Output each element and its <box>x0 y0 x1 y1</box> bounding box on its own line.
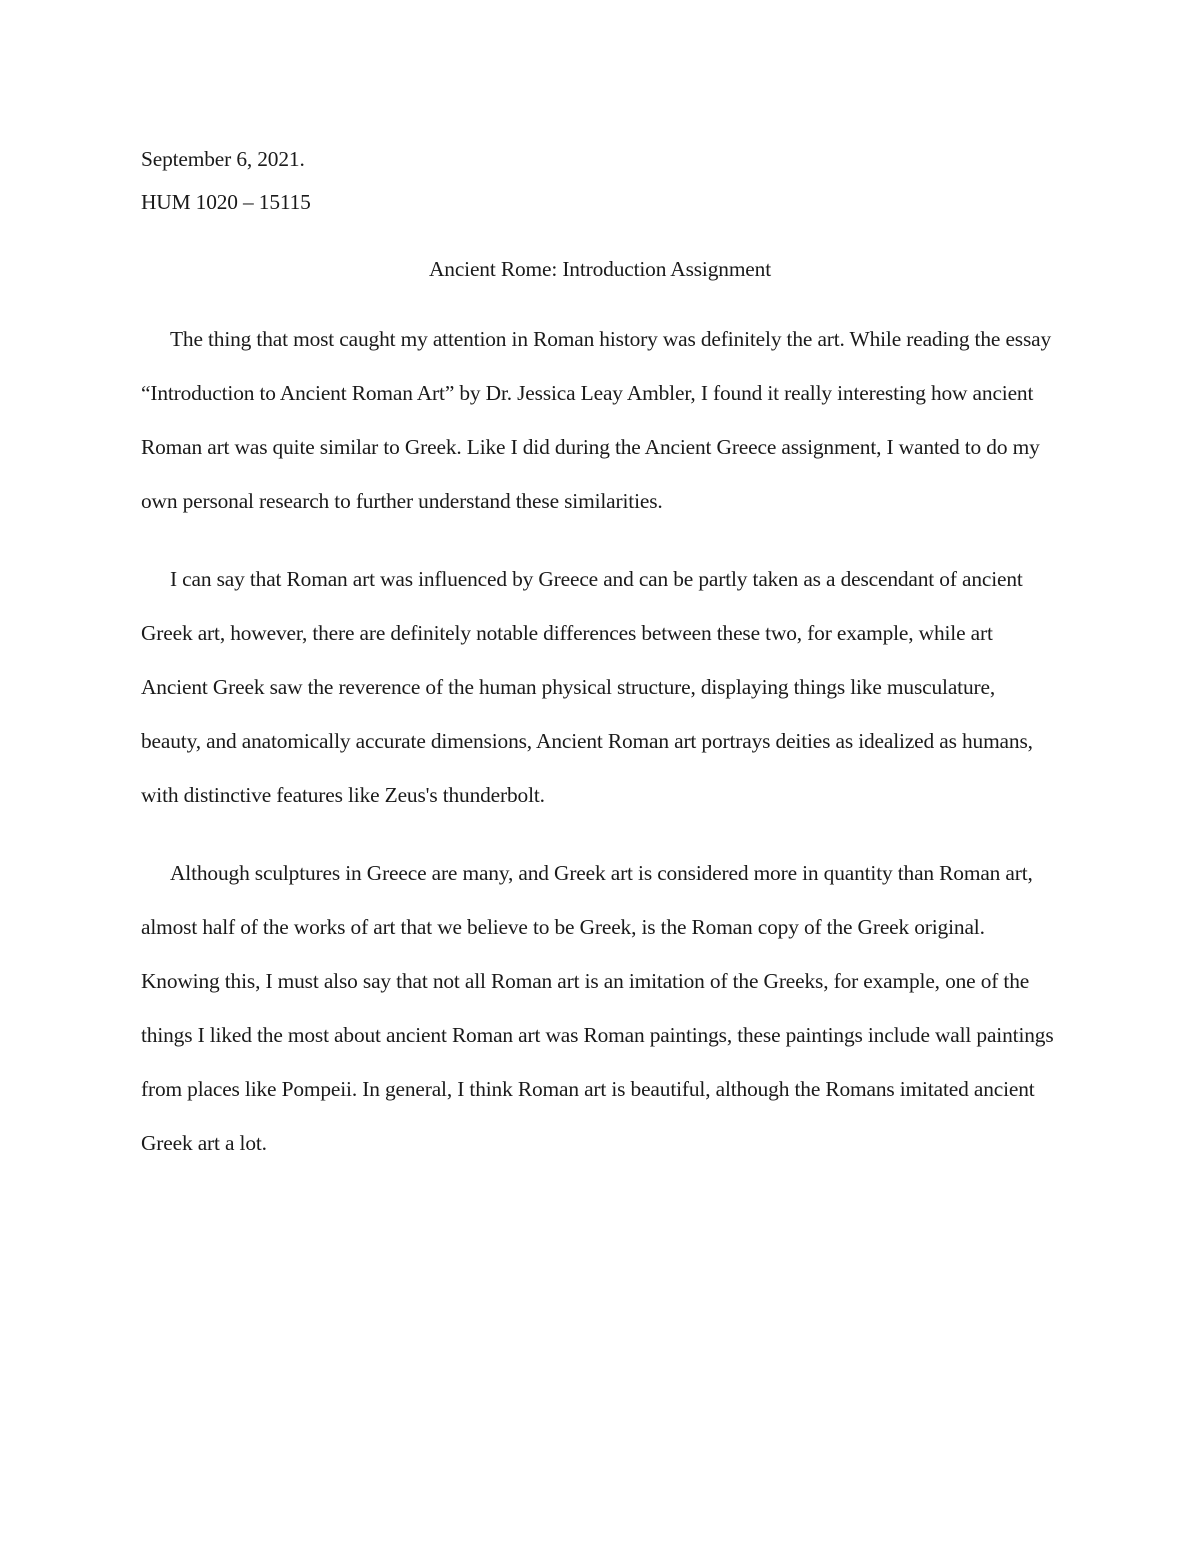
document-body <box>141 138 1059 1170</box>
paragraph-3: Although sculptures in Greece are many, and Greek art is considered more in quantity than Roman art, almost half of the works of art that we believe to be Greek, is the Roman copy of the Greek original. Knowing this, I must also say that not all Roman art is an imitation of the Greeks, for example, one of the things I liked the most about ancient Roman art was Roman paintings, these paintings include wall paintings from places like Pompeii. In general, I think Roman art is beautiful, although the Romans imitated ancient Greek art a lot. <box>141 861 1054 1155</box>
paragraph-1: The thing that most caught my attention in Roman history was definitely the art. While reading the essay “Introduction to Ancient Roman Art” by Dr. Jessica Leay Ambler, I found it really interesting how ancient Roman art was quite similar to Greek. Like I did during the Ancient Greece assignment, I wanted to do my own personal research to further understand these similarities. <box>141 327 1052 513</box>
paragraph-2: I can say that Roman art was influenced by Greece and can be partly taken as a descendant of ancient Greek art, however, there are definitely notable differences between these two, for example, while art Ancient Greek saw the reverence of the human physical structure, displaying things like musculature, beauty, and anatomically accurate dimensions, Ancient Roman art portrays deities as idealized as humans, with distinctive features like Zeus's thunderbolt. <box>141 567 1033 807</box>
course-line: HUM 1020 – 15115 <box>141 190 311 214</box>
document-title: Ancient Rome: Introduction Assignment <box>428 257 771 281</box>
date-line: September 6, 2021. <box>141 147 305 171</box>
